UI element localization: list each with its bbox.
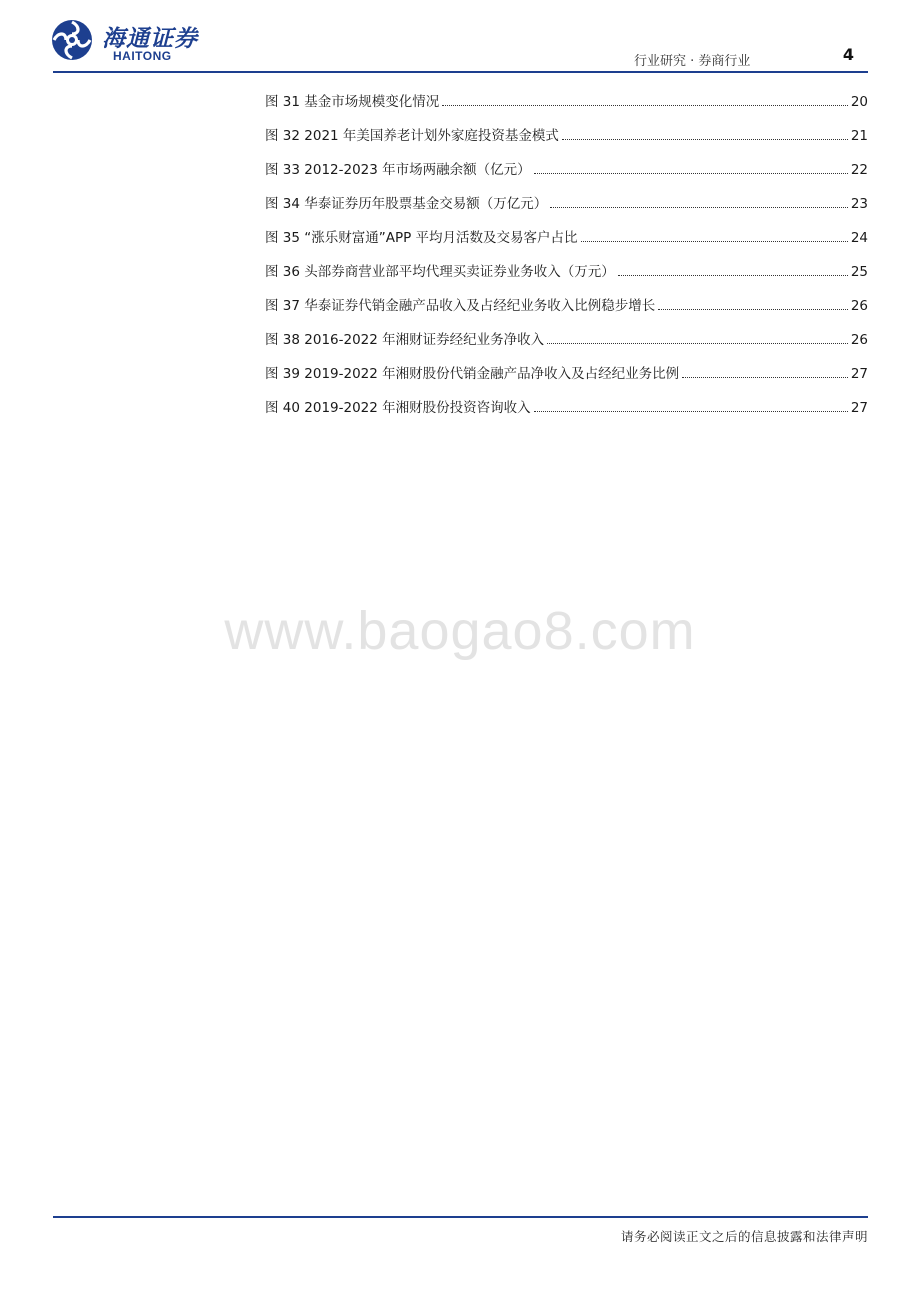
toc-leader-dots — [534, 401, 848, 412]
footer-disclaimer: 请务必阅读正文之后的信息披露和法律声明 — [620, 1229, 868, 1244]
page-number: 4 — [842, 45, 854, 64]
toc-entry[interactable] — [265, 124, 868, 158]
logo-chinese-name: 海通证券 — [102, 25, 198, 52]
figure-list — [265, 90, 868, 430]
toc-entry[interactable] — [265, 328, 868, 362]
haitong-swirl-logo-icon — [50, 18, 94, 62]
toc-entry[interactable] — [265, 192, 868, 226]
toc-entry[interactable] — [265, 90, 868, 124]
toc-entry-page: 25 — [850, 264, 868, 280]
toc-leader-dots — [442, 95, 848, 106]
toc-entry-page: 27 — [850, 400, 868, 416]
toc-entry-page: 24 — [850, 230, 868, 246]
toc-leader-dots — [618, 265, 848, 276]
toc-leader-dots — [682, 367, 848, 378]
footer-divider — [53, 1216, 868, 1218]
toc-leader-dots — [547, 333, 848, 344]
toc-entry-page: 23 — [850, 196, 868, 212]
toc-entry-label: 图 31 基金市场规模变化情况 — [265, 94, 440, 110]
header-divider — [53, 71, 868, 73]
toc-entry-page: 20 — [850, 94, 868, 110]
toc-entry-page: 26 — [850, 298, 868, 314]
watermark: www.baogao8.com — [224, 601, 696, 661]
toc-entry[interactable] — [265, 158, 868, 192]
toc-entry-label: 图 32 2021 年美国养老计划外家庭投资基金模式 — [265, 128, 559, 144]
toc-entry-page: 22 — [850, 162, 868, 178]
toc-entry[interactable] — [265, 226, 868, 260]
toc-entry-label: 图 39 2019-2022 年湘财股份代销金融产品净收入及占经纪业务比例 — [265, 366, 680, 382]
logo-english-name: HAITONG — [113, 49, 172, 63]
toc-entry-label: 图 34 华泰证券历年股票基金交易额（万亿元） — [265, 196, 548, 212]
toc-entry-label: 图 37 华泰证券代销金融产品收入及占经纪业务收入比例稳步增长 — [265, 298, 656, 314]
toc-entry[interactable] — [265, 294, 868, 328]
toc-entry[interactable] — [265, 260, 868, 294]
report-section: 行业研究 · 券商行业 — [634, 54, 751, 69]
toc-leader-dots — [581, 231, 848, 242]
toc-entry[interactable] — [265, 396, 868, 430]
toc-entry-page: 27 — [850, 366, 868, 382]
toc-leader-dots — [534, 163, 848, 174]
toc-entry-page: 26 — [850, 332, 868, 348]
toc-leader-dots — [550, 197, 848, 208]
toc-entry-label: 图 38 2016-2022 年湘财证券经纪业务净收入 — [265, 332, 545, 348]
toc-leader-dots — [562, 129, 848, 140]
toc-entry[interactable] — [265, 362, 868, 396]
toc-entry-page: 21 — [850, 128, 868, 144]
page-header — [0, 0, 920, 80]
haitong-logo — [50, 18, 250, 68]
toc-entry-label: 图 33 2012-2023 年市场两融余额（亿元） — [265, 162, 531, 178]
toc-leader-dots — [658, 299, 848, 310]
toc-entry-label: 图 40 2019-2022 年湘财股份投资咨询收入 — [265, 400, 531, 416]
toc-entry-label: 图 36 头部券商营业部平均代理买卖证券业务收入（万元） — [265, 264, 615, 280]
toc-entry-label: 图 35 “涨乐财富通”APP 平均月活数及交易客户占比 — [265, 230, 578, 246]
